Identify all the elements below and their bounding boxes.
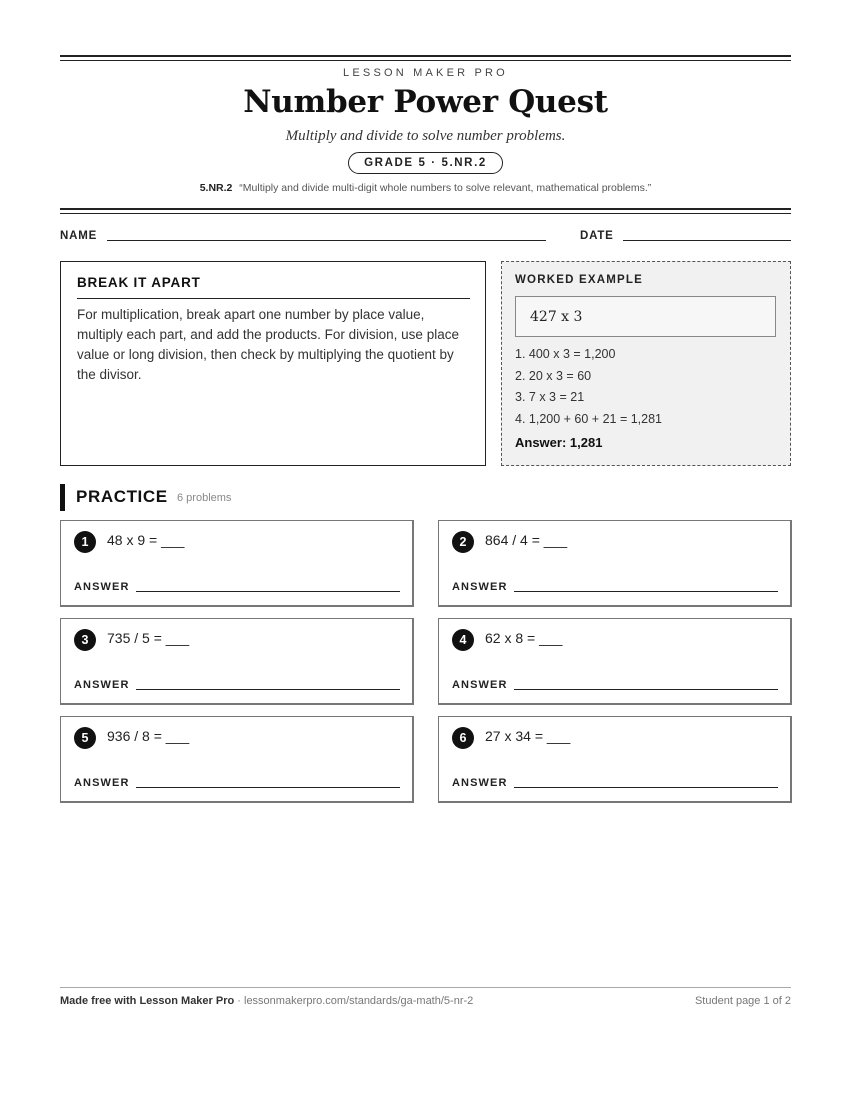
answer-field[interactable]	[514, 591, 778, 592]
problem-card-5	[60, 716, 414, 803]
problem-text: 936 / 8 = ___	[107, 728, 190, 744]
strategy-divider	[77, 298, 470, 299]
header-top-rule	[60, 55, 791, 61]
worked-step: 1. 400 x 3 = 1,200	[515, 347, 616, 361]
answer-label: ANSWER	[74, 777, 130, 789]
answer-field[interactable]	[136, 591, 400, 592]
worked-example-problem-box	[515, 296, 776, 337]
answer-field[interactable]	[514, 787, 778, 788]
answer-label: ANSWER	[452, 581, 508, 593]
problem-number-badge: 6	[452, 727, 474, 749]
practice-title: PRACTICE	[76, 487, 168, 506]
practice-count: 6 problems	[177, 492, 232, 504]
problem-text: 735 / 5 = ___	[107, 630, 190, 646]
problem-number-badge: 3	[74, 629, 96, 651]
date-label: DATE	[580, 230, 614, 242]
strategy-text: For multiplication, break apart one number by place value, multiply each part, and add the products. For division, use place value or long division, then check by multiplying the quotient by the divisor.	[77, 307, 459, 382]
worked-step: 4. 1,200 + 60 + 21 = 1,281	[515, 412, 663, 427]
problem-text: 27 x 34 = ___	[485, 728, 571, 744]
grade-badge: GRADE 5 · 5.NR.2	[348, 152, 503, 174]
strategy-box	[60, 261, 486, 466]
header-bottom-rule	[60, 208, 791, 214]
problem-card-2	[438, 520, 792, 607]
worked-example-answer: Answer: 1,281	[515, 435, 603, 450]
problem-number-badge: 5	[74, 727, 96, 749]
footer-url[interactable]: · lessonmakerpro.com/standards/ga-math/5-nr-2	[234, 995, 474, 1007]
standard-text: “Multiply and divide multi-digit whole numbers to solve relevant, mathematical problems.”	[239, 182, 652, 194]
problem-number-badge: 1	[74, 531, 96, 553]
problem-number-badge: 2	[452, 531, 474, 553]
answer-field[interactable]	[514, 689, 778, 690]
answer-label: ANSWER	[452, 679, 508, 691]
worksheet-subtitle: Multiply and divide to solve number problems.	[285, 128, 566, 144]
worksheet-page	[60, 0, 791, 1100]
answer-field[interactable]	[136, 787, 400, 788]
worked-example-steps	[515, 344, 662, 431]
standard-description	[60, 182, 791, 194]
footer-credit	[60, 995, 473, 1007]
name-field[interactable]	[107, 240, 546, 241]
footer-made-with: Made free with Lesson Maker Pro	[60, 995, 235, 1007]
problem-text: 864 / 4 = ___	[485, 532, 568, 548]
problem-number-badge: 4	[452, 629, 474, 651]
problem-card-3	[60, 618, 414, 705]
brand-name: LESSON MAKER PRO	[343, 67, 508, 79]
worked-step: 3. 7 x 3 = 21	[515, 390, 585, 405]
answer-label: ANSWER	[452, 777, 508, 789]
answer-field[interactable]	[136, 689, 400, 690]
strategy-title: BREAK IT APART	[77, 275, 201, 290]
date-field[interactable]	[623, 240, 791, 241]
problem-text: 62 x 8 = ___	[485, 630, 563, 646]
worked-example-title: WORKED EXAMPLE	[515, 274, 643, 286]
name-label: NAME	[60, 230, 98, 242]
practice-accent-bar	[60, 484, 65, 511]
standard-code: 5.NR.2	[199, 182, 233, 194]
answer-label: ANSWER	[74, 581, 130, 593]
worked-example-problem: 427 x 3	[530, 309, 583, 325]
footer-divider	[60, 987, 791, 988]
problem-text: 48 x 9 = ___	[107, 532, 185, 548]
worksheet-title: Number Power Quest	[243, 84, 608, 120]
problem-card-1	[60, 520, 414, 607]
problem-card-6	[438, 716, 792, 803]
worked-example-box	[501, 261, 791, 466]
worked-step: 2. 20 x 3 = 60	[515, 368, 592, 383]
answer-label: ANSWER	[74, 679, 130, 691]
problem-card-4	[438, 618, 792, 705]
footer-page-number: Student page 1 of 2	[694, 995, 791, 1007]
